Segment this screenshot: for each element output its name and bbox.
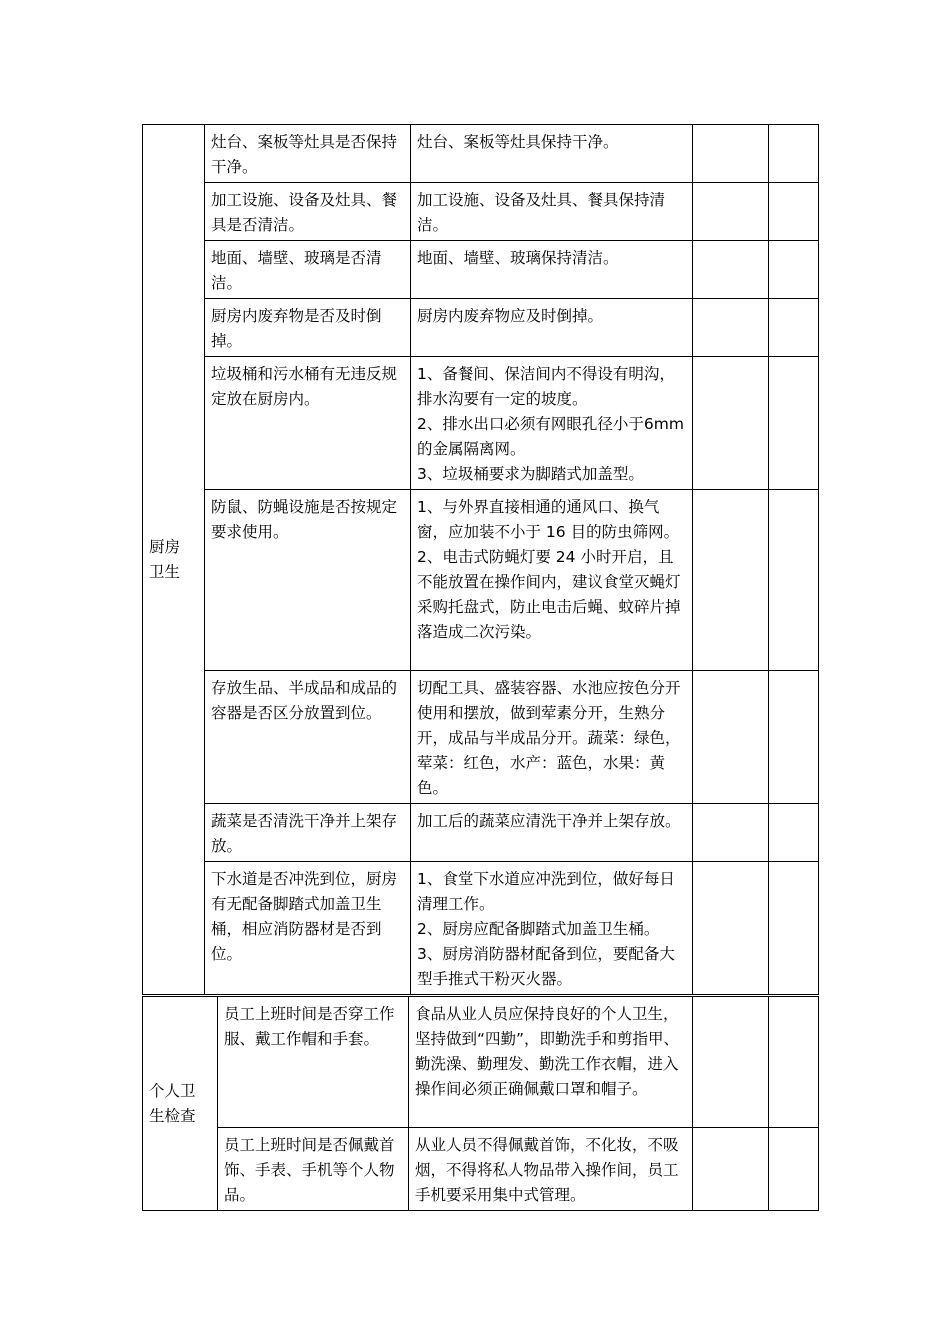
check-item: 加工设施、设备及灶具、餐具是否清洁。: [205, 183, 411, 241]
check-standard: 地面、墙壁、玻璃保持清洁。: [411, 241, 693, 299]
check-standard: 加工设施、设备及灶具、餐具保持清洁。: [411, 183, 693, 241]
remark-cell: [769, 1128, 819, 1211]
check-item: 灶台、案板等灶具是否保持干净。: [205, 125, 411, 183]
check-standard: 切配工具、盛装容器、水池应按色分开使用和摆放，做到荤素分开，生熟分开，成品与半成品分开。蔬菜：绿色，荤菜：红色，水产：蓝色，水果：黄色。: [411, 671, 693, 804]
result-cell: [693, 490, 769, 671]
table-row: [143, 490, 819, 671]
check-item: 蔬菜是否清洗干净并上架存放。: [205, 804, 411, 862]
check-item: 垃圾桶和污水桶有无违反规定放在厨房内。: [205, 357, 411, 490]
result-cell: [693, 125, 769, 183]
check-standard: 食品从业人员应保持良好的个人卫生，坚持做到“四勤”，即勤洗手和剪指甲、勤洗澡、勤理发、勤洗工作衣帽，进入操作间必须正确佩戴口罩和帽子。: [409, 997, 693, 1128]
remark-cell: [769, 125, 819, 183]
result-cell: [693, 862, 769, 995]
table-row: [143, 299, 819, 357]
result-cell: [693, 299, 769, 357]
check-item: 厨房内废弃物是否及时倒掉。: [205, 299, 411, 357]
remark-cell: [769, 490, 819, 671]
check-item: 员工上班时间是否佩戴首饰、手表、手机等个人物品。: [218, 1128, 409, 1211]
result-cell: [693, 671, 769, 804]
remark-cell: [769, 997, 819, 1128]
check-item: 存放生品、半成品和成品的容器是否区分放置到位。: [205, 671, 411, 804]
check-item: 地面、墙壁、玻璃是否清洁。: [205, 241, 411, 299]
remark-cell: [769, 862, 819, 995]
table-row: [143, 671, 819, 804]
category-kitchen-hygiene: 厨房 卫生: [143, 125, 205, 995]
table-row: [143, 125, 819, 183]
result-cell: [693, 241, 769, 299]
personal-hygiene-table: [142, 996, 819, 1211]
result-cell: [693, 1128, 769, 1211]
check-item: 防鼠、防蝇设施是否按规定要求使用。: [205, 490, 411, 671]
check-standard: 从业人员不得佩戴首饰，不化妆，不吸烟，不得将私人物品带入操作间，员工手机要采用集中式管理。: [409, 1128, 693, 1211]
table-row: [143, 357, 819, 490]
remark-cell: [769, 183, 819, 241]
check-item: 下水道是否冲洗到位，厨房有无配备脚踏式加盖卫生桶，相应消防器材是否到位。: [205, 862, 411, 995]
table-row: [143, 804, 819, 862]
result-cell: [693, 804, 769, 862]
check-standard: 灶台、案板等灶具保持干净。: [411, 125, 693, 183]
result-cell: [693, 183, 769, 241]
check-standard: 厨房内废弃物应及时倒掉。: [411, 299, 693, 357]
check-standard: 1、食堂下水道应冲洗到位，做好每日清理工作。 2、厨房应配备脚踏式加盖卫生桶。 3、厨房消防器材配备到位，要配备大型手推式干粉灭火器。: [411, 862, 693, 995]
remark-cell: [769, 299, 819, 357]
check-standard: 1、备餐间、保洁间内不得设有明沟，排水沟要有一定的坡度。 2、排水出口必须有网眼孔径小于6mm的金属隔离网。 3、垃圾桶要求为脚踏式加盖型。: [411, 357, 693, 490]
check-standard: 加工后的蔬菜应清洗干净并上架存放。: [411, 804, 693, 862]
table-row: [143, 183, 819, 241]
check-standard: 1、与外界直接相通的通风口、换气窗，应加装不小于 16 目的防虫筛网。 2、电击式防蝇灯要 24 小时开启，且不能放置在操作间内，建议食堂灭蝇灯采购托盘式，防止电击后蝇、蚊碎片掉落造成二次污染。: [411, 490, 693, 671]
table-row: [143, 862, 819, 995]
result-cell: [693, 357, 769, 490]
table-row: [143, 1128, 819, 1211]
remark-cell: [769, 804, 819, 862]
remark-cell: [769, 357, 819, 490]
table-row: [143, 241, 819, 299]
remark-cell: [769, 671, 819, 804]
result-cell: [693, 997, 769, 1128]
category-personal-hygiene: 个人卫 生检查: [143, 997, 218, 1211]
check-item: 员工上班时间是否穿工作服、戴工作帽和手套。: [218, 997, 409, 1128]
remark-cell: [769, 241, 819, 299]
table-row: [143, 997, 819, 1128]
kitchen-hygiene-table: [142, 124, 819, 995]
